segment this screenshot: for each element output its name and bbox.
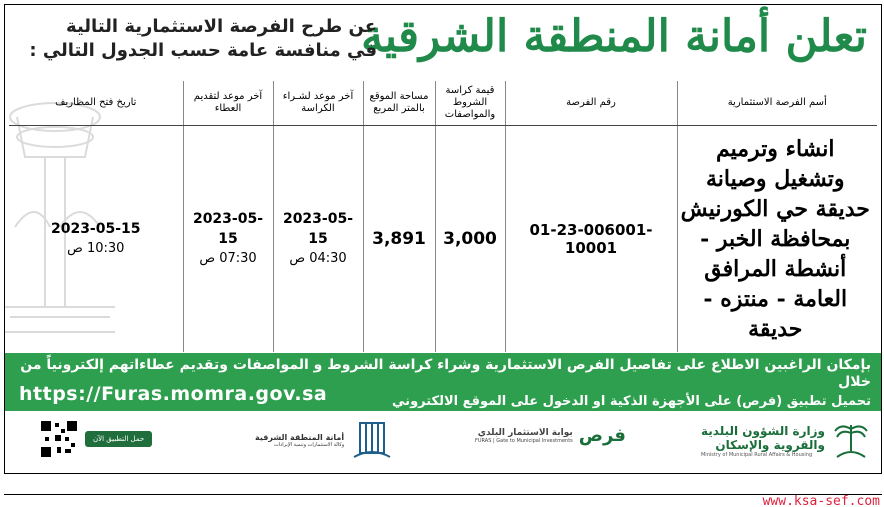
header-purchase-deadline: آخر موعد لشـراء الكراسة xyxy=(273,81,363,125)
portal-name-ar: بوابة الاستثمار البلدي xyxy=(477,427,573,438)
app-download xyxy=(39,419,152,459)
submit-deadline xyxy=(183,125,273,352)
main-title: تعلن أمانة المنطقة الشرقية xyxy=(361,11,867,62)
header-site-area: مساحة الموقع بالمتر المربع xyxy=(363,81,435,125)
header-submit-deadline: آخر موعد لتقديم العطاء xyxy=(183,81,273,125)
website-link[interactable]: https://Furas.momra.gov.sa xyxy=(19,383,328,405)
table-header-row xyxy=(9,81,877,125)
amana-name: أمانة المنطقة الشرقية xyxy=(255,432,345,442)
info-line-1: بإمكان الراغبين الاطلاع على تفاصيل الفرص الاستثمارية وشراء كراسة الشروط و المواصفات وتقديم عطاءاتهم إلكترونياً من خلال xyxy=(20,357,871,390)
purchase-date: 2023-05-15 xyxy=(282,210,354,247)
header xyxy=(5,5,881,77)
purchase-deadline xyxy=(273,125,363,352)
submit-date: 2023-05-15 xyxy=(192,210,264,247)
opportunity-table xyxy=(9,81,877,352)
header-opportunity-number: رقم الفرصة xyxy=(505,81,677,125)
opportunity-name: انشاء وترميم وتشغيل وصيانة حديقة حي الكورنيش بمحافظة الخبر - أنشطة المرافق العامة - منتزه - حديقة xyxy=(677,125,877,352)
submit-time: 07:30 ص xyxy=(199,250,257,266)
palm-swords-icon xyxy=(831,419,871,463)
bottom-divider xyxy=(4,494,882,495)
opportunity-number: 01-23-006001-10001 xyxy=(505,125,677,352)
envelope-opening xyxy=(9,125,183,352)
ministry-logo xyxy=(701,419,871,463)
qr-code-icon[interactable] xyxy=(39,419,79,459)
sub-title-line-2: في منافسة عامة حسب الجدول التالي : xyxy=(29,40,377,61)
sub-title-line-1: عن طرح الفرصة الاستثمارية التالية xyxy=(66,16,377,37)
booklet-price: 3,000 xyxy=(435,125,505,352)
amana-agency: وكالة الاستثمارات وتنمية الإيرادات xyxy=(273,441,345,448)
portal-name-en: FURAS | Gate to Municipal Investments xyxy=(475,437,573,444)
watermark: www.ksa-sef.com xyxy=(762,494,880,507)
site-area: 3,891 xyxy=(363,125,435,352)
advertisement-frame xyxy=(4,4,882,474)
open-date: 2023-05-15 xyxy=(50,220,141,237)
ministry-name-en: Ministry of Municipal Rural Affairs & Housing xyxy=(700,452,813,458)
furas-logo xyxy=(475,425,626,446)
header-booklet-price: قيمة كراسة الشروط والمواصفات xyxy=(435,81,505,125)
download-app-button[interactable]: حمل التطبيق الآن xyxy=(85,431,152,447)
amana-emblem-icon xyxy=(350,417,394,463)
header-envelope-opening: تاريخ فتح المظاريف xyxy=(9,81,183,125)
info-line-2: تحميل تطبيق (فرص) على الأجهزة الذكية او الدخول على الموقع الالكتروني xyxy=(392,394,871,409)
open-time: 10:30 ص xyxy=(67,240,125,256)
footer xyxy=(5,411,881,473)
table-row xyxy=(9,125,877,352)
ministry-name-1: وزارة الشؤون البلدية xyxy=(700,424,825,438)
header-opportunity-name: أسم الفرصة الاستثمارية xyxy=(677,81,877,125)
ministry-name-2: والقروية والإسكان xyxy=(715,438,825,452)
amana-logo xyxy=(255,417,394,463)
info-band xyxy=(5,353,881,411)
purchase-time: 04:30 ص xyxy=(289,250,347,266)
furas-wordmark: فرص xyxy=(578,425,626,446)
sub-title xyxy=(17,15,377,63)
